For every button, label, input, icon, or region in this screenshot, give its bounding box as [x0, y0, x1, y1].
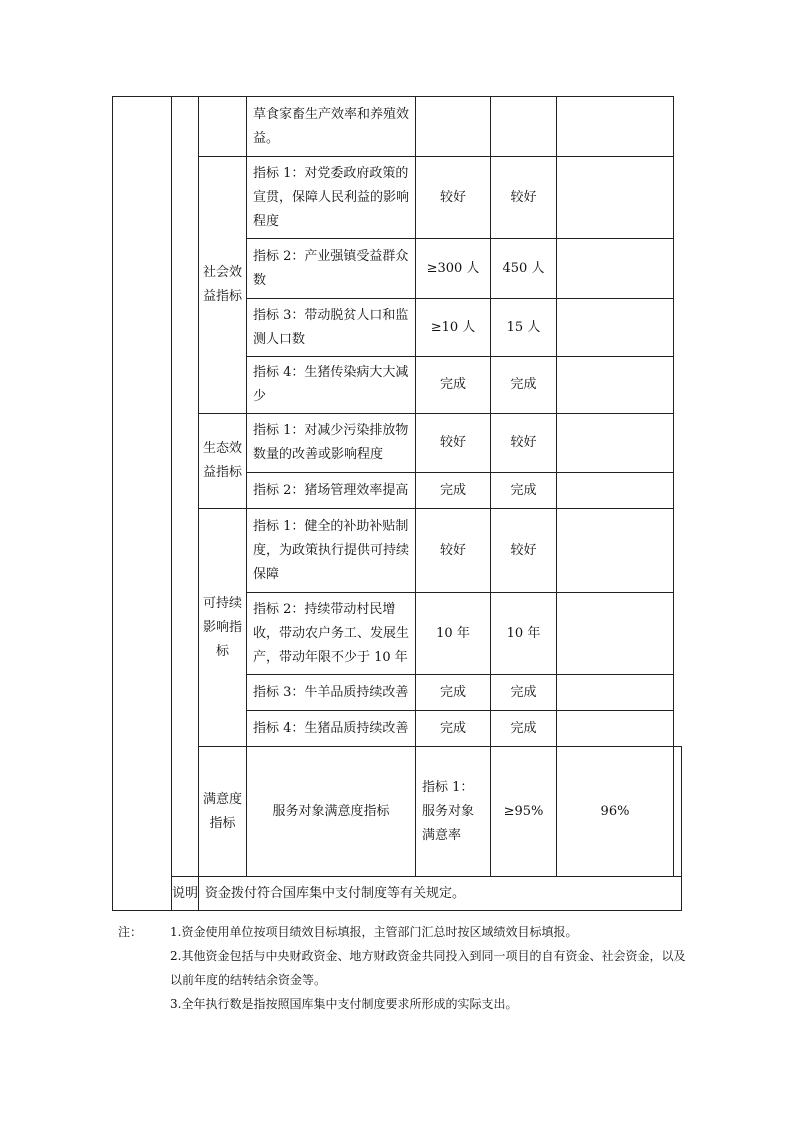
- actual-cell: [491, 97, 557, 157]
- table-row: [113, 509, 682, 593]
- actual-cell: 完成: [491, 357, 557, 414]
- level2-cell-empty: [172, 97, 199, 877]
- footnote-3: 3.全年执行数是指按照国库集中支付制度要求所形成的实际支出。: [170, 997, 518, 1011]
- footnote-1-text: 1.资金使用单位按项目绩效目标填报，主管部门汇总时按区域绩效目标填报。: [170, 925, 578, 939]
- level3-cell-empty: [199, 97, 247, 157]
- indicator-cell: 指标 2：持续带动村民增收，带动农户务工、发展生产，带动年限不少于 10 年: [247, 593, 416, 675]
- indicator-cell: 草食家畜生产效率和养殖效益。: [247, 97, 416, 157]
- category-social: 社会效益指标: [199, 157, 247, 414]
- indicator-cell: 指标 3：牛羊品质持续改善: [247, 675, 416, 711]
- remark-cell: [557, 414, 674, 473]
- actual-cell: 完成: [491, 675, 557, 711]
- target-cell: 较好: [416, 414, 491, 473]
- remark-cell: [557, 675, 674, 711]
- indicator-cell: 指标 3：带动脱贫人口和监测人口数: [247, 299, 416, 357]
- table-row: [113, 97, 682, 157]
- target-cell: 完成: [416, 711, 491, 747]
- remark-cell: [557, 239, 674, 299]
- level2-satisfaction: 满意度指标: [199, 747, 247, 877]
- explain-label: 说明: [172, 877, 199, 911]
- remark-cell: [557, 97, 674, 157]
- target-cell: 完成: [416, 675, 491, 711]
- remark-cell: [557, 473, 674, 509]
- table-row: [113, 747, 682, 877]
- target-cell: [416, 97, 491, 157]
- performance-table: [112, 96, 682, 911]
- remark-cell: [557, 509, 674, 593]
- actual-cell: 完成: [491, 473, 557, 509]
- indicator-cell: 指标 1：服务对象满意率: [416, 747, 491, 877]
- remark-cell: [674, 747, 682, 877]
- actual-cell: 完成: [491, 711, 557, 747]
- actual-cell: 10 年: [491, 593, 557, 675]
- target-cell: 较好: [416, 509, 491, 593]
- footnote-1: [118, 920, 688, 944]
- remark-cell: [557, 593, 674, 675]
- target-cell: 10 年: [416, 593, 491, 675]
- indicator-cell: 指标 4：生猪品质持续改善: [247, 711, 416, 747]
- target-cell: 完成: [416, 357, 491, 414]
- target-cell: 完成: [416, 473, 491, 509]
- category-satisfaction: 服务对象满意度指标: [247, 747, 416, 877]
- target-cell: ≥10 人: [416, 299, 491, 357]
- actual-cell: 450 人: [491, 239, 557, 299]
- remark-cell: [557, 157, 674, 239]
- explain-text: 资金拨付符合国库集中支付制度等有关规定。: [199, 877, 682, 911]
- category-sustain: 可持续影响指标: [199, 509, 247, 747]
- indicator-cell: 指标 1：健全的补助补贴制度，为政策执行提供可持续保障: [247, 509, 416, 593]
- actual-cell: 较好: [491, 414, 557, 473]
- footnote-prefix: 注：: [118, 925, 143, 939]
- indicator-cell: 指标 1：对党委政府政策的宣贯，保障人民利益的影响程度: [247, 157, 416, 239]
- footnotes: [118, 920, 688, 1016]
- remark-cell: [557, 711, 674, 747]
- footnote-2: 2.其他资金包括与中央财政资金、地方财政资金共同投入到同一项目的自有资金、社会资金，以及以前年度的结转结余资金等。: [170, 949, 686, 987]
- indicator-cell: 指标 1：对减少污染排放物数量的改善或影响程度: [247, 414, 416, 473]
- indicator-cell: 指标 2：猪场管理效率提高: [247, 473, 416, 509]
- table-row: [113, 877, 682, 911]
- remark-cell: [557, 357, 674, 414]
- target-cell: 较好: [416, 157, 491, 239]
- actual-cell: 较好: [491, 157, 557, 239]
- level1-cell-empty: [113, 97, 172, 911]
- target-cell: ≥95%: [491, 747, 557, 877]
- table-row: [113, 414, 682, 473]
- remark-cell: [557, 299, 674, 357]
- target-cell: ≥300 人: [416, 239, 491, 299]
- actual-cell: 15 人: [491, 299, 557, 357]
- table-row: [113, 157, 682, 239]
- indicator-cell: 指标 2：产业强镇受益群众数: [247, 239, 416, 299]
- category-eco: 生态效益指标: [199, 414, 247, 509]
- actual-cell: 96%: [557, 747, 674, 877]
- actual-cell: 较好: [491, 509, 557, 593]
- indicator-cell: 指标 4：生猪传染病大大减少: [247, 357, 416, 414]
